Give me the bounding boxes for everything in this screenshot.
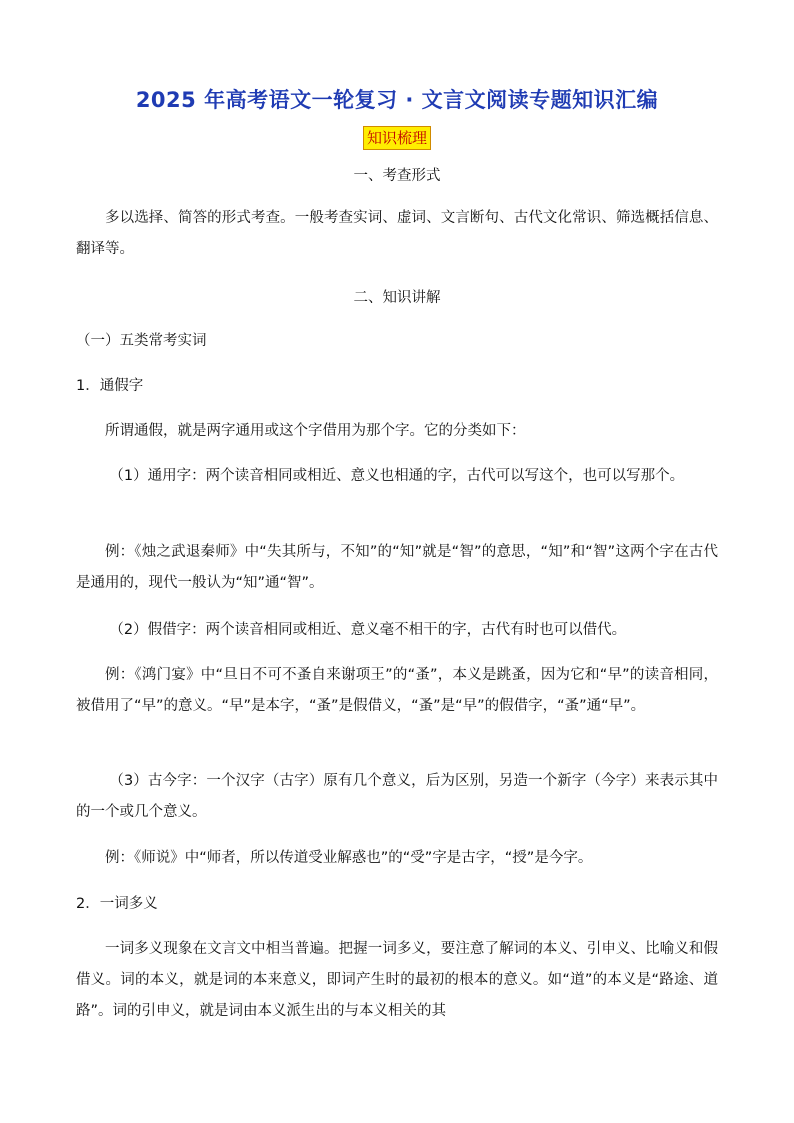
document-title: 2025 年高考语文一轮复习 · 文言文阅读专题知识汇编	[135, 88, 659, 112]
section-heading-1: 一、考查形式	[353, 168, 441, 184]
section-badge: 知识梳理	[363, 126, 431, 150]
item-1-point-3: （3）古今字：一个汉字（古字）原有几个意义，后为区别，另造一个新字（今字）来表示其中的一个或几个意义。	[76, 773, 718, 820]
item-heading-1: 1．通假字	[76, 378, 144, 394]
subsection-heading: （一）五类常考实词	[76, 333, 207, 349]
item-1-example-2: 例：《鸿门宴》中“旦日不可不蚤自来谢项王”的“蚤”，本义是跳蚤，因为它和“早”的读音相同，被借用了“早”的意义。“早”是本字，“蚤”是假借义，“蚤”是“早”的假借字，“蚤”通“早”。	[76, 667, 718, 714]
item-1-point-2: （2）假借字：两个读音相同或相近、意义毫不相干的字，古代有时也可以借代。	[109, 622, 627, 638]
item-1-example-1: 例：《烛之武退秦师》中“失其所与，不知”的“知”就是“智”的意思，“知”和“智”这两个字在古代是通用的，现代一般认为“知”通“智”。	[76, 544, 718, 591]
item-1-point-1: （1）通用字：两个读音相同或相近、意义也相通的字，古代可以写这个，也可以写那个。	[109, 468, 685, 484]
item-1-intro: 所谓通假，就是两字通用或这个字借用为那个字。它的分类如下：	[105, 423, 526, 439]
item-2-paragraph: 一词多义现象在文言文中相当普遍。把握一词多义，要注意了解词的本义、引申义、比喻义和假借义。词的本义，就是词的本来意义，即词产生时的最初的根本的意义。如“道”的本义是“路途、道路”。词的引申义，就是词由本义派生出的与本义相关的其	[76, 941, 718, 1019]
section-1-paragraph: 多以选择、简答的形式考查。一般考查实词、虚词、文言断句、古代文化常识、筛选概括信息、翻译等。	[76, 210, 718, 257]
badge-container	[0, 126, 794, 150]
item-1-example-3: 例：《师说》中“师者，所以传道受业解惑也”的“受”字是古字，“授”是今字。	[105, 850, 593, 866]
section-heading-2: 二、知识讲解	[353, 290, 441, 306]
item-heading-2: 2．一词多义	[76, 896, 158, 912]
